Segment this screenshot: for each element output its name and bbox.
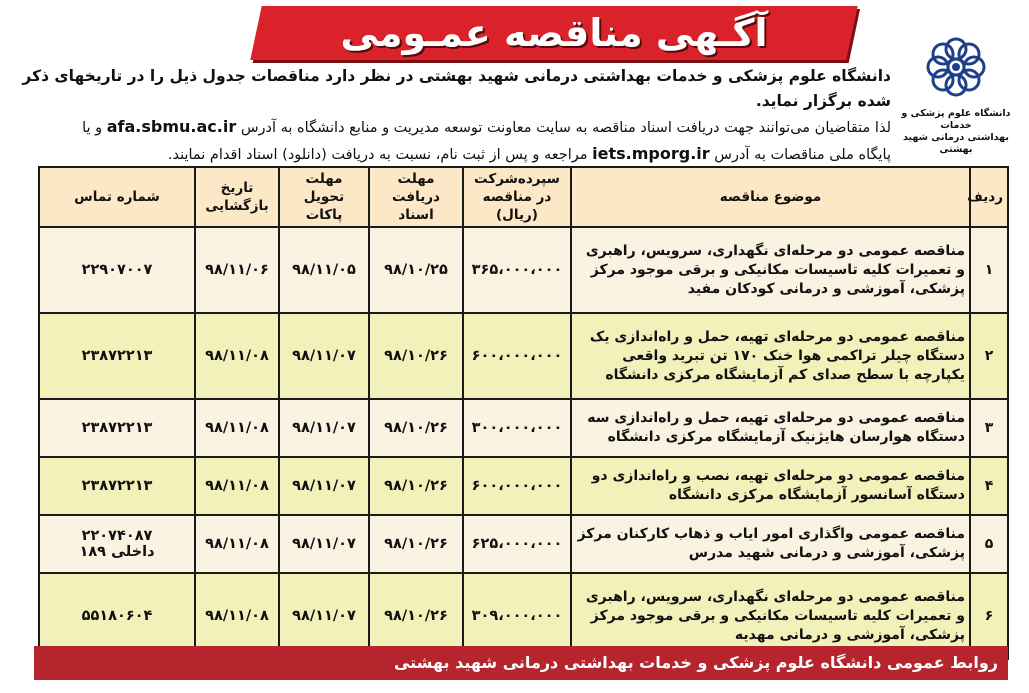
deposit-amount: ۳۶۵،۰۰۰،۰۰۰ [463,227,571,313]
contact-phone-cell [39,515,195,573]
table-header-row [39,167,1008,227]
contact-phone: ۲۳۸۷۲۲۱۳ [39,457,195,515]
afa-website-link[interactable]: afa.sbmu.ac.ir [106,117,237,136]
col-header-subject: موضوع مناقصه [571,167,970,227]
logo-caption-line2: بهداشتی درمانی شهید بهشتی [903,132,1009,155]
row-number: ۲ [970,313,1008,399]
doc-deadline: ۹۸/۱۰/۲۶ [369,457,463,515]
col-header-deposit: سپرده‌شرکت در مناقصه (ریال) [463,167,571,227]
col-header-doc-deadline: مهلت دریافت اسناد [369,167,463,227]
deposit-amount: ۶۲۵،۰۰۰،۰۰۰ [463,515,571,573]
tender-subject: مناقصه عمومی دو مرحله‌ای تهیه، حمل و راه‌اندازی یک دستگاه چیلر تراکمی هوا خنک ۱۷۰ تن تبرید واقعی یکپارچه با سطح صدای کم آزمایشگاه مرکزی دانشگاه [571,313,970,399]
row-number: ۶ [970,573,1008,659]
intro-line1: دانشگاه علوم پزشکی و خدمات بهداشتی درمانی شهید بهشتی در نظر دارد مناقصات جدول ذیل را در تاریخهای ذکر شده برگزار نماید. [22,67,891,110]
packet-deadline: ۹۸/۱۱/۰۷ [279,399,369,457]
intro-line3 [11,141,891,168]
tender-subject: مناقصه عمومی دو مرحله‌ای نگهداری، سرویس، راهبری و تعمیرات کلیه تاسیسات مکانیکی و برقی موجود مرکز پزشکی، آموزشی و درمانی کودکان مفید [571,227,970,313]
packet-deadline: ۹۸/۱۱/۰۷ [279,573,369,659]
col-header-row-number: ردیف [970,167,1008,227]
tender-subject: مناقصه عمومی واگذاری امور ایاب و ذهاب کارکنان مرکز پزشکی، آموزشی و درمانی شهید مدرس [571,515,970,573]
opening-date: ۹۸/۱۱/۰۸ [195,313,279,399]
col-header-phone: شماره تماس [39,167,195,227]
deposit-amount: ۳۰۹،۰۰۰،۰۰۰ [463,573,571,659]
col-header-opening-date: تاریخ بازگشایی [195,167,279,227]
deposit-amount: ۶۰۰،۰۰۰،۰۰۰ [463,457,571,515]
university-logo [901,28,1011,155]
doc-deadline: ۹۸/۱۰/۲۶ [369,313,463,399]
row-number: ۴ [970,457,1008,515]
table-row [39,227,1008,313]
public-relations-footer: روابط عمومی دانشگاه علوم پزشکی و خدمات بهداشتی درمانی شهید بهشتی [34,646,1008,680]
table-row [39,515,1008,573]
col-header-packet-deadline: مهلت تحویل پاکات [279,167,369,227]
opening-date: ۹۸/۱۱/۰۸ [195,457,279,515]
contact-phone-extension: داخلی ۱۸۹ [79,544,155,560]
doc-deadline: ۹۸/۱۰/۲۶ [369,515,463,573]
tender-subject: مناقصه عمومی دو مرحله‌ای تهیه، حمل و راه‌اندازی سه دستگاه هوارسان هایژنیک آزمایشگاه مرکزی دانشگاه [571,399,970,457]
opening-date: ۹۸/۱۱/۰۸ [195,573,279,659]
intro-text [11,64,891,168]
doc-deadline: ۹۸/۱۰/۲۶ [369,573,463,659]
intro-line3-post: مراجعه و پس از ثبت نام، نسبت به دریافت (دانلود) اسناد اقدام نمایند. [167,147,588,163]
intro-line3-pre: پایگاه ملی مناقصات به آدرس [714,147,891,163]
packet-deadline: ۹۸/۱۱/۰۷ [279,313,369,399]
row-number: ۳ [970,399,1008,457]
page-title: آگـهی مناقصه عمـومی [340,11,768,55]
contact-phone: ۵۵۱۸۰۶۰۴ [39,573,195,659]
logo-caption-line1: دانشگاه علوم پزشکی و خدمات [901,108,1011,131]
flower-emblem-icon [917,28,995,106]
packet-deadline: ۹۸/۱۱/۰۵ [279,227,369,313]
doc-deadline: ۹۸/۱۰/۲۵ [369,227,463,313]
opening-date: ۹۸/۱۱/۰۸ [195,399,279,457]
opening-date: ۹۸/۱۱/۰۶ [195,227,279,313]
intro-line2-pre: لذا متقاضیان می‌توانند جهت دریافت اسناد مناقصه به سایت معاونت توسعه مدیریت و منابع دانشگاه به آدرس [240,120,891,136]
opening-date: ۹۸/۱۱/۰۸ [195,515,279,573]
doc-deadline: ۹۸/۱۰/۲۶ [369,399,463,457]
tenders-table [38,166,1009,660]
contact-phone: ۲۲۰۷۴۰۸۷ [81,528,153,544]
deposit-amount: ۳۰۰،۰۰۰،۰۰۰ [463,399,571,457]
table-row [39,399,1008,457]
table-row [39,457,1008,515]
tender-subject: مناقصه عمومی دو مرحله‌ای تهیه، نصب و راه‌اندازی دو دستگاه آسانسور آزمایشگاه مرکزی دانشگاه [571,457,970,515]
packet-deadline: ۹۸/۱۱/۰۷ [279,515,369,573]
table-row [39,313,1008,399]
tender-subject: مناقصه عمومی دو مرحله‌ای نگهداری، سرویس، راهبری و تعمیرات کلیه تاسیسات مکانیکی و برقی موجود مرکز پزشکی، آموزشی و درمانی مهدیه [571,573,970,659]
iets-website-link[interactable]: iets.mporg.ir [592,144,710,163]
row-number: ۵ [970,515,1008,573]
intro-line2 [11,114,891,141]
contact-phone: ۲۳۸۷۲۲۱۳ [39,313,195,399]
contact-phone: ۲۲۹۰۷۰۰۷ [39,227,195,313]
packet-deadline: ۹۸/۱۱/۰۷ [279,457,369,515]
deposit-amount: ۶۰۰،۰۰۰،۰۰۰ [463,313,571,399]
contact-phone: ۲۳۸۷۲۲۱۳ [39,399,195,457]
intro-line2-post: و یا [82,120,103,136]
row-number: ۱ [970,227,1008,313]
